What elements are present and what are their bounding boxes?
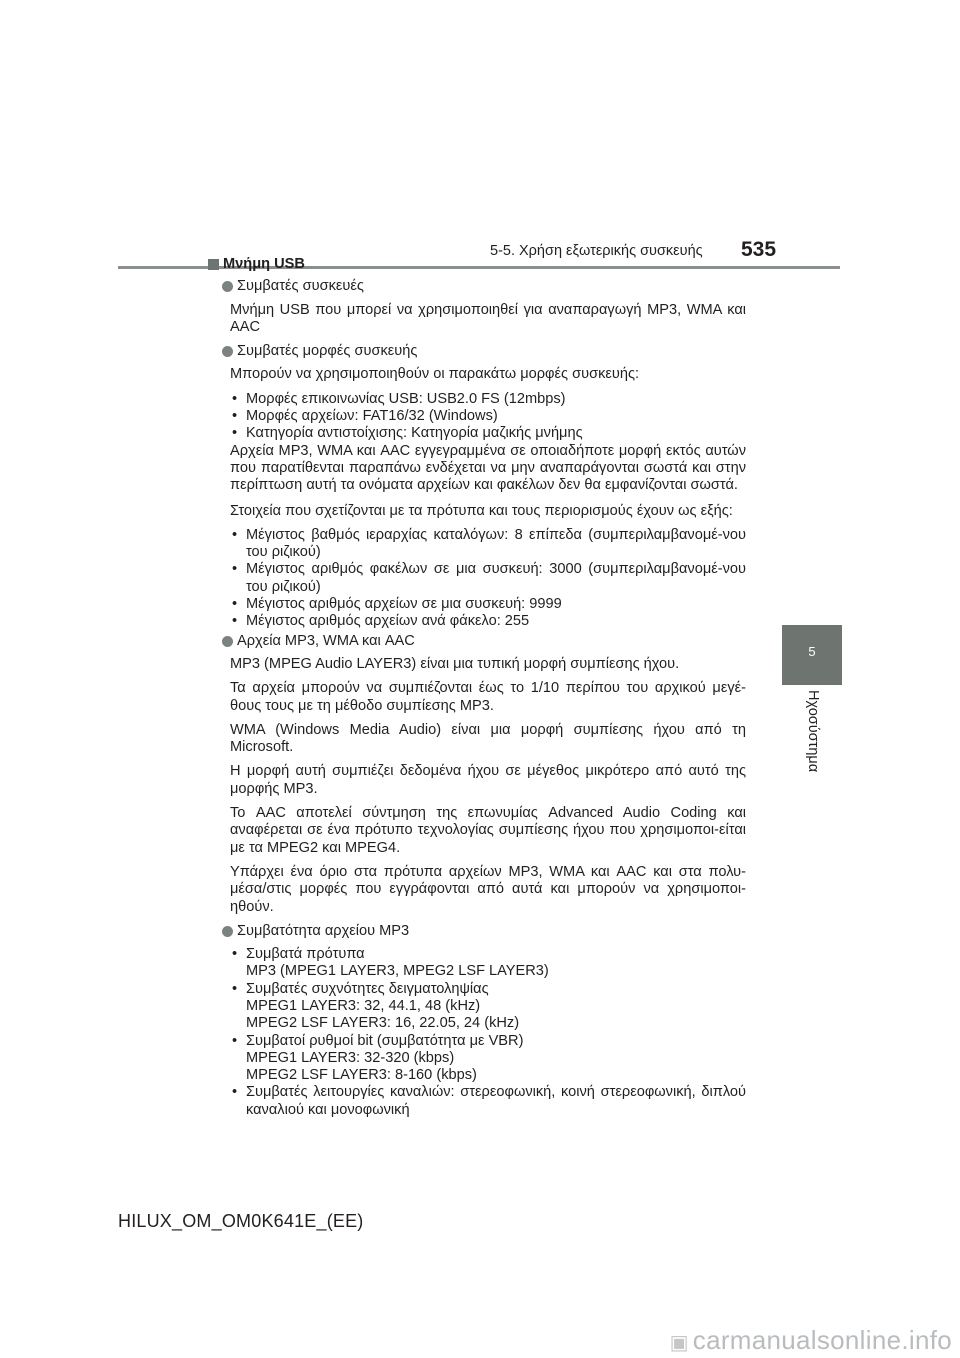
formats-list xyxy=(230,391,746,443)
files-paragraph: Υπάρχει ένα όριο στα πρότυπα αρχείων MP3, WMA και AAC και στα πολυ-μέσα/στις μορφές που εγγράφονται από αυτά και μπορούν να χρησιμοποι-ηθούν. xyxy=(230,863,746,915)
mp3-compat-list xyxy=(230,946,746,1119)
section-heading xyxy=(208,256,746,273)
document-code: HILUX_OM_OM0K641E_(EE) xyxy=(118,1211,364,1231)
limits-list xyxy=(230,527,746,631)
subheading-compatible-devices: Συμβατές συσκευές xyxy=(208,278,746,295)
watermark[interactable]: ▣ carmanualsonline.info xyxy=(669,1325,952,1355)
files-paragraph: Το AAC αποτελεί σύντμηση της επωνυμίας Advanced Audio Coding και αναφέρεται σε ένα πρότυπο τεχνολογίας συμπίεσης ήχου που χρησιμοποι-είται με τα MPEG2 και MPEG4. xyxy=(230,805,746,856)
page-number: 535 xyxy=(741,238,777,261)
files-paragraph: Η μορφή αυτή συμπιέζει δεδομένα ήχου σε μέγεθος μικρότερο από αυτό της μορφής MP3. xyxy=(230,763,746,797)
list-item: • Μέγιστος αριθμός φακέλων σε μια συσκευή: 3000 (συμπεριλαμβανομέ-νου του ριζικού) xyxy=(230,561,746,596)
book-icon: ▣ xyxy=(669,1332,689,1354)
circle-bullet-icon xyxy=(222,926,233,937)
subheading-mp3-compat: Συμβατότητα αρχείου MP3 xyxy=(208,923,746,940)
compatible-devices-text: Μνήμη USB που μπορεί να χρησιμοποιηθεί για αναπαραγωγή MP3, WMA και AAC xyxy=(230,301,746,335)
section-heading-text: Μνήμη USB xyxy=(223,256,305,272)
list-item: • Συμβατές συχνότητες δειγματοληψίας MPEG1 LAYER3: 32, 44.1, 48 (kHz) MPEG2 LSF LAYER3: 16, 22.05, 24 (kHz) xyxy=(230,981,746,1033)
circle-bullet-icon xyxy=(222,636,233,647)
square-bullet-icon xyxy=(208,259,219,270)
list-item: • Μέγιστος αριθμός αρχείων σε μια συσκευή: 9999 xyxy=(230,596,746,613)
subheading-files: Αρχεία MP3, WMA και AAC xyxy=(208,633,746,650)
list-item: • Μέγιστος βαθμός ιεραρχίας καταλόγων: 8 επίπεδα (συμπεριλαμβανομέ-νου του ριζικού) xyxy=(230,527,746,562)
list-item: • Συμβατά πρότυπα MP3 (MPEG1 LAYER3, MPEG2 LSF LAYER3) xyxy=(230,946,746,981)
formats-note: Αρχεία MP3, WMA και AAC εγγεγραμμένα σε οποιαδήποτε μορφή εκτός αυτών που παρατίθενται παραπάνω ενδέχεται να μην αναπαράγονται σωστά και στην περίπτωση αυτή τα ονόματα αρχείων και φακέλων δεν θα εμφανίζονται σωστά. xyxy=(230,442,746,494)
list-item: • Συμβατοί ρυθμοί bit (συμβατότητα με VBR) MPEG1 LAYER3: 32-320 (kbps) MPEG2 LSF LAYER3: 8-160 (kbps) xyxy=(230,1033,746,1085)
formats-intro: Μπορούν να χρησιμοποιηθούν οι παρακάτω μορφές συσκευής: xyxy=(230,366,640,383)
list-item: • Συμβατές λειτουργίες καναλιών: στερεοφωνική, κοινή στερεοφωνική, διπλού καναλιού και μονοφωνική xyxy=(230,1084,746,1119)
files-paragraph: Τα αρχεία μπορούν να συμπιέζονται έως το 1/10 περίπου του αρχικού μεγέ-θους τους με τη μέθοδο συμπίεσης MP3. xyxy=(230,680,746,714)
list-item: • Μορφές επικοινωνίας USB: USB2.0 FS (12mbps) xyxy=(230,391,746,408)
circle-bullet-icon xyxy=(222,281,233,292)
circle-bullet-icon xyxy=(222,346,233,357)
chapter-tab xyxy=(782,625,842,685)
list-item: • Μέγιστος αριθμός αρχείων ανά φάκελο: 255 xyxy=(230,613,746,630)
files-paragraph: MP3 (MPEG Audio LAYER3) είναι μια τυπική μορφή συμπίεσης ήχου. xyxy=(230,655,680,672)
section-title: 5-5. Χρήση εξωτερικής συσκευής xyxy=(490,243,703,259)
list-item: • Κατηγορία αντιστοίχισης: Κατηγορία μαζικής μνήμης xyxy=(230,425,746,442)
limits-intro: Στοιχεία που σχετίζονται με τα πρότυπα και τους περιορισμούς έχουν ως εξής: xyxy=(230,502,733,519)
chapter-number: 5 xyxy=(808,644,816,659)
chapter-label: Ηχοσύστημα xyxy=(805,690,821,773)
files-paragraph: WMA (Windows Media Audio) είναι μια μορφή συμπίεσης ήχου από τη Microsoft. xyxy=(230,721,746,756)
list-item: • Μορφές αρχείων: FAT16/32 (Windows) xyxy=(230,408,746,425)
subheading-compatible-formats: Συμβατές μορφές συσκευής xyxy=(208,343,746,360)
page-content xyxy=(208,256,746,1119)
